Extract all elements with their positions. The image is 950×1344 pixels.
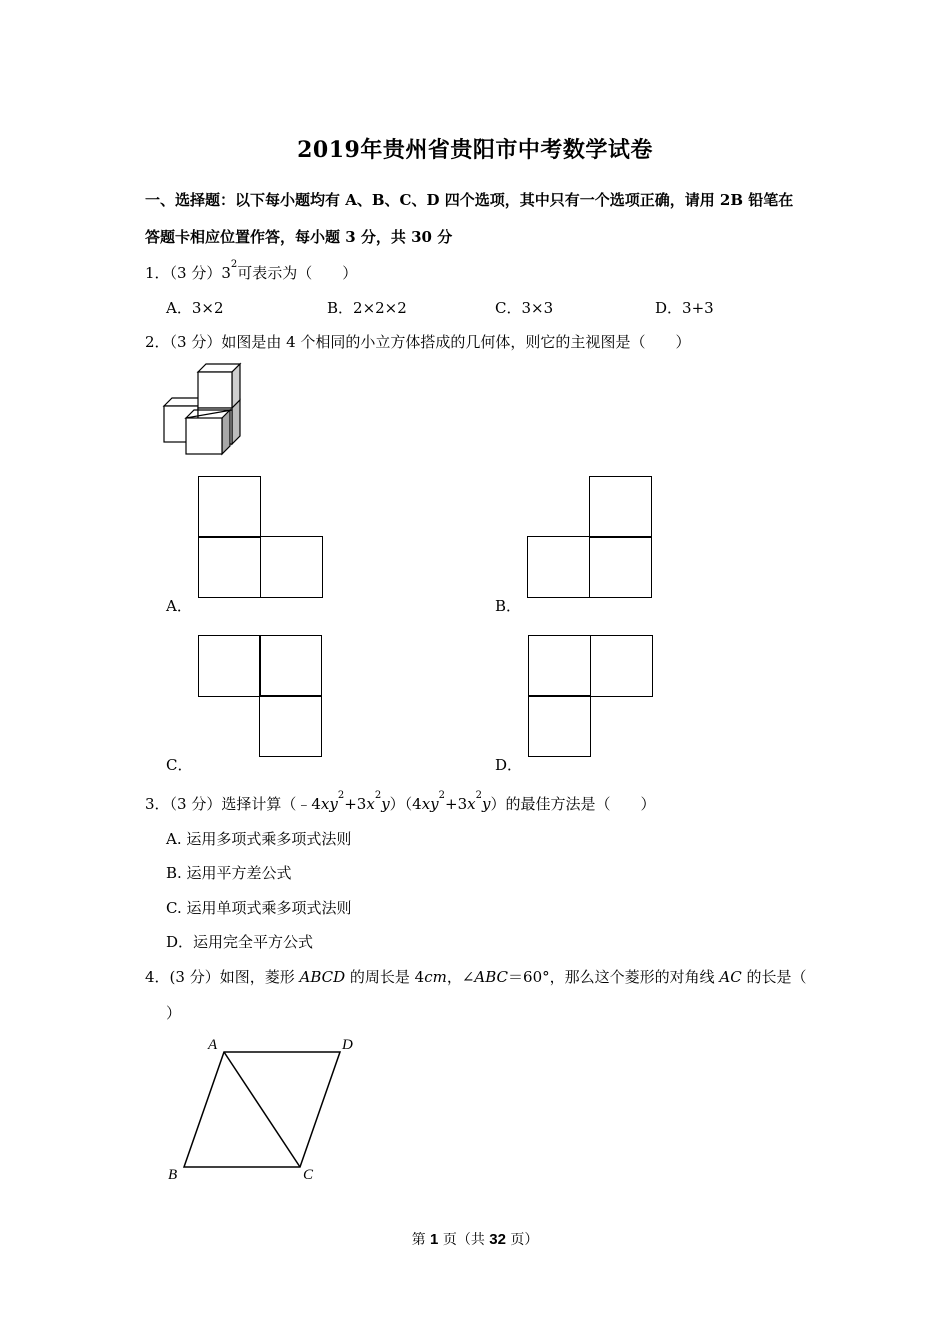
q1-exponent: 2	[230, 259, 238, 270]
q4-part3: ，∠	[446, 968, 475, 986]
q4-part1: 4．(3 分）如图，菱形	[145, 968, 300, 986]
q4-cm: cm	[424, 968, 447, 986]
q1-base: 3	[221, 264, 231, 282]
q3-option-b: B. 运用平方差公式	[166, 864, 292, 882]
q2-c-square-top-left	[198, 635, 261, 697]
footer-page-number: 1	[430, 1231, 439, 1248]
q4-part4: ＝60°，那么这个菱形的对角线	[508, 968, 720, 986]
q2-d-square-bottom-left	[528, 695, 591, 757]
q4-abc: ABC	[474, 968, 509, 986]
vertex-label-d: D	[342, 1037, 353, 1053]
footer-mid: 页（共	[438, 1232, 490, 1248]
q2-a-square-bottom-left	[198, 536, 261, 598]
q3-prefix: 3．（3 分）选择计算（﹣4	[145, 795, 321, 813]
footer-total-pages: 32	[489, 1231, 506, 1248]
q4-part5: 的长是（	[741, 968, 807, 986]
q2-label-a: A．	[166, 597, 192, 615]
q2-d-square-top-right	[590, 635, 653, 697]
q1-option-b: B．2×2×2	[327, 299, 407, 317]
q3-option-c: C. 运用单项式乘多项式法则	[166, 899, 352, 917]
section-instructions-line2: 答题卡相应位置作答，每小题 3 分，共 30 分	[145, 228, 453, 246]
q3-plus3-2: +3	[445, 795, 468, 813]
q3-exp-1: 2	[337, 790, 345, 801]
q4-ac: AC	[719, 968, 742, 986]
q2-label-b: B．	[495, 597, 522, 615]
q2-b-square-top	[589, 476, 652, 538]
q2-a-square-bottom-right	[260, 536, 323, 598]
question-3-stem	[145, 790, 656, 814]
q3-xy-2: xy	[421, 795, 439, 813]
q3-exp-3: 2	[438, 790, 446, 801]
q3-option-a: A. 运用多项式乘多项式法则	[166, 830, 352, 848]
question-4-stem-line2: ）	[166, 1004, 182, 1022]
q2-b-square-bottom-left	[527, 536, 590, 598]
question-2-stem: 2．（3 分）如图是由 4 个相同的小立方体搭成的几何体，则它的主视图是（ ）	[145, 333, 691, 351]
cube-stack-figure	[160, 360, 250, 456]
q3-y-1: y	[381, 795, 390, 813]
q2-b-square-bottom-right	[589, 536, 652, 598]
q2-a-square-top	[198, 476, 261, 538]
q1-number: 1．（3 分）	[145, 264, 222, 282]
q4-part2: 的周长是 4	[345, 968, 425, 986]
q1-option-d: D．3+3	[655, 299, 714, 317]
rhombus-figure	[160, 1030, 370, 1190]
q2-label-d: D．	[495, 756, 523, 774]
q2-c-square-top-right	[259, 635, 322, 697]
q1-option-c: C．3×3	[495, 299, 554, 317]
diagonal-ac	[224, 1052, 300, 1167]
q1-stem: 可表示为（ ）	[237, 264, 358, 282]
question-4-stem	[145, 966, 807, 987]
q3-mid: ）（4	[389, 795, 422, 813]
q3-exp-4: 2	[475, 790, 482, 801]
question-1	[145, 259, 358, 283]
q3-plus3-1: +3	[344, 795, 367, 813]
vertex-label-c: C	[303, 1167, 314, 1183]
section-instructions-line1: 一、选择题：以下每小题均有 A、B、C、D 四个选项，其中只有一个选项正确，请用 2B 铅笔在	[145, 191, 794, 209]
q3-option-d: D．运用完全平方公式	[166, 933, 314, 951]
footer-post: 页）	[505, 1232, 539, 1248]
q4-abcd: ABCD	[299, 968, 346, 986]
q2-c-square-bottom-right	[259, 695, 322, 757]
footer-pre: 第	[411, 1232, 431, 1248]
vertex-label-b: B	[168, 1167, 178, 1183]
q3-xy: xy	[320, 795, 338, 813]
q3-y-2: y	[482, 795, 491, 813]
q1-option-a: A．3×2	[166, 299, 224, 317]
q3-x-2: x	[467, 795, 476, 813]
page-title: 2019年贵州省贵阳市中考数学试卷	[297, 137, 653, 163]
q3-exp-2: 2	[374, 790, 382, 801]
q3-x-1: x	[366, 795, 375, 813]
page-footer	[0, 1229, 950, 1249]
q2-label-c: C．	[166, 756, 193, 774]
vertex-label-a: A	[208, 1037, 218, 1053]
q2-d-square-top-left	[528, 635, 591, 697]
q3-suffix: ）的最佳方法是（ ）	[490, 795, 656, 813]
